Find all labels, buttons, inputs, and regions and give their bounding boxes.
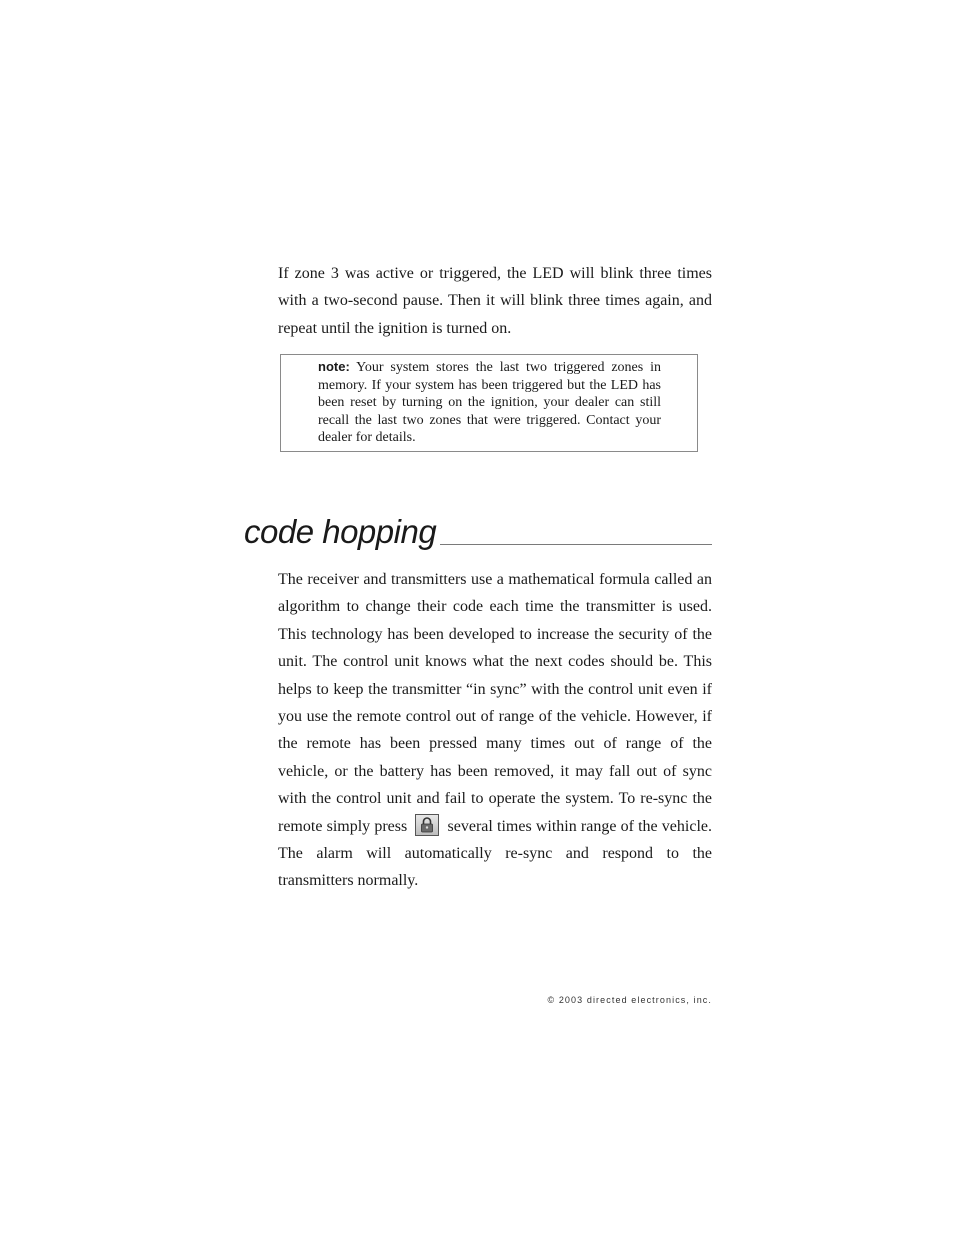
lock-icon bbox=[415, 814, 439, 836]
note-body: Your system stores the last two triggered zones in memory. If your system has been triggered but the LED has been reset by turning on the ignition, your dealer can still recall the last two zones that were triggered. Contact your dealer for details. bbox=[318, 360, 661, 446]
note-text bbox=[318, 358, 661, 447]
footer-copyright: © 2003 directed electronics, inc. bbox=[547, 995, 712, 1005]
intro-paragraph: If zone 3 was active or triggered, the LED will blink three times with a two-second pause. Then it will blink three times again, and repeat until the ignition is turned on. bbox=[278, 265, 712, 337]
body-text-after-icon: several times within range of the vehicle. The alarm will automatically re-sync and respond to the transmitters normally. bbox=[278, 817, 713, 890]
heading-rule bbox=[440, 544, 712, 545]
body-text-before-icon: The receiver and transmitters use a mathematical formula called an algorithm to change their code each time the transmitter is used. This technology has been developed to increase the security of the unit. The control unit knows what the next codes should be. This helps to keep the transmitter “in sync” with the control unit even if you use the remote control out of range of the vehicle. However, if the remote has been pressed many times out of range of the vehicle, or the battery has been removed, it may fall out of sync with the control unit and fail to operate the system. To re-sync the remote simply press bbox=[278, 571, 712, 835]
note-label: note: bbox=[318, 359, 350, 374]
section-heading: code hopping bbox=[244, 513, 437, 550]
note-box bbox=[280, 354, 698, 452]
body-paragraph bbox=[278, 566, 712, 895]
